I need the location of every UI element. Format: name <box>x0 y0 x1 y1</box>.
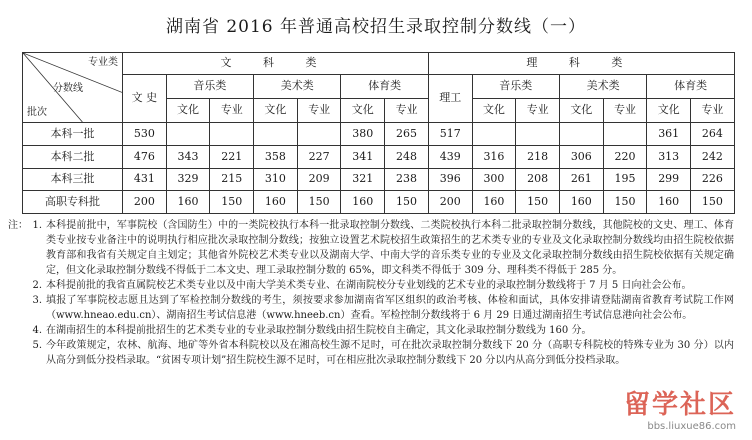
score-cell: 215 <box>210 168 254 191</box>
notes-section <box>8 218 734 368</box>
corner-header-cell <box>23 53 123 123</box>
score-cell <box>166 123 210 146</box>
score-cell: 226 <box>691 168 735 191</box>
site-watermark <box>624 384 736 432</box>
score-cell: 439 <box>428 145 472 168</box>
subgroup-art-liberal: 美术类 <box>254 75 341 99</box>
score-cell: 321 <box>341 168 385 191</box>
note-text: 在湖南招生的本科提前批招生的艺术类专业的专业录取控制分数线由招生院校自主确定，其文化录取控制分数线为 160 分。 <box>46 325 592 336</box>
score-cell <box>254 123 298 146</box>
note-item <box>8 218 734 278</box>
subgroup-pe-science: 体育类 <box>647 75 734 99</box>
score-cell: 150 <box>210 191 254 214</box>
score-cell: 476 <box>123 145 167 168</box>
notes-prefix: 注： <box>8 220 28 231</box>
table-row <box>23 145 735 168</box>
table-row <box>23 168 735 191</box>
corner-batch: 批次 <box>27 107 47 118</box>
score-cell: 238 <box>385 168 429 191</box>
score-cell: 220 <box>603 145 647 168</box>
note-number: 1. <box>32 220 42 231</box>
score-cell: 261 <box>559 168 603 191</box>
batch-name-cell: 本科一批 <box>23 123 123 146</box>
score-cell: 200 <box>123 191 167 214</box>
score-cell: 361 <box>647 123 691 146</box>
score-cell: 264 <box>691 123 735 146</box>
score-cell <box>297 123 341 146</box>
score-cell: 306 <box>559 145 603 168</box>
note-item <box>8 293 734 323</box>
score-cell: 530 <box>123 123 167 146</box>
note-item <box>8 278 734 293</box>
score-cell: 160 <box>254 191 298 214</box>
group-science: 理 科 类 <box>428 53 734 75</box>
score-cell: 160 <box>166 191 210 214</box>
subcol-wenhua: 文化 <box>559 99 603 123</box>
subgroup-music-liberal: 音乐类 <box>166 75 253 99</box>
score-cell: 221 <box>210 145 254 168</box>
score-cell: 358 <box>254 145 298 168</box>
subgroup-wenshi: 文 史 <box>123 75 167 123</box>
note-text: 今年政策规定，农林、航海、地矿等外省本科院校以及在湘高校生源不足时，可在批次录取控制分数线下 20 分（高职专科院校的特殊专业为 30 分）以内从高分到低分投档录取。“贫困专项计划”招生院校生源不足时，可在相应批次录取控制分数线下 20 分以内从高分到低分投档录取。 <box>46 340 734 366</box>
score-cell: 299 <box>647 168 691 191</box>
score-cell: 200 <box>428 191 472 214</box>
score-cell: 329 <box>166 168 210 191</box>
score-cell <box>559 123 603 146</box>
note-text: 本科提前批中，军事院校（含国防生）中的一类院校执行本科一批录取控制分数线、二类院校执行本科二批录取控制分数线，其他院校的文史、理工、体育类专业按专业备注中的说明执行相应批次录取控制分数线；按独立设置艺术院校招生政策招生的艺术类专业的专业及文化录取控制分数线均由招生院校依据教育部和我省有关规定自主划定；其他省外院校艺术类专业以及湖南大学、中南大学的音乐类专业的专业及文化录取控制分数线由招生院校依据有关规定确定，但文化录取控制分数线不得低于二本文史、理工录取控制分数的 65%，即文科类不得低于 309 分、理科类不得低于 285 分。 <box>46 220 734 276</box>
score-cell: 242 <box>691 145 735 168</box>
score-cell: 209 <box>297 168 341 191</box>
subgroup-pe-liberal: 体育类 <box>341 75 428 99</box>
note-number: 2. <box>32 280 42 291</box>
subgroup-music-science: 音乐类 <box>472 75 559 99</box>
score-cell: 208 <box>516 168 560 191</box>
subcol-zhuanye: 专业 <box>603 99 647 123</box>
table-row <box>23 191 735 214</box>
batch-name-cell: 本科三批 <box>23 168 123 191</box>
score-cell: 517 <box>428 123 472 146</box>
score-cell <box>603 123 647 146</box>
batch-name-cell: 高职专科批 <box>23 191 123 214</box>
subcol-zhuanye: 专业 <box>210 99 254 123</box>
score-cell: 150 <box>516 191 560 214</box>
subcol-zhuanye: 专业 <box>691 99 735 123</box>
subcol-wenhua: 文化 <box>166 99 210 123</box>
score-cell: 316 <box>472 145 516 168</box>
score-cell: 160 <box>472 191 516 214</box>
note-number: 3. <box>32 295 42 306</box>
subcol-wenhua: 文化 <box>647 99 691 123</box>
batch-name-cell: 本科二批 <box>23 145 123 168</box>
subcol-zhuanye: 专业 <box>297 99 341 123</box>
score-cell <box>516 123 560 146</box>
table-row <box>23 123 735 146</box>
score-cell <box>472 123 516 146</box>
subcol-zhuanye: 专业 <box>516 99 560 123</box>
score-cell: 300 <box>472 168 516 191</box>
score-cell: 150 <box>385 191 429 214</box>
score-cell: 310 <box>254 168 298 191</box>
watermark-url: bbs.liuxue86.com <box>647 421 736 432</box>
subgroup-art-science: 美术类 <box>559 75 646 99</box>
score-cell: 380 <box>341 123 385 146</box>
score-cell <box>210 123 254 146</box>
score-cell: 160 <box>341 191 385 214</box>
score-table <box>22 52 735 214</box>
score-cell: 265 <box>385 123 429 146</box>
score-cell: 150 <box>603 191 647 214</box>
score-cell: 343 <box>166 145 210 168</box>
corner-score-line: 分数线 <box>53 83 83 94</box>
subcol-wenhua: 文化 <box>254 99 298 123</box>
note-text: 本科提前批的我省直属院校艺术类专业以及中南大学美术类专业、在湖南院校分专业划线的艺术专业的录取控制分数线将于 7 月 5 日向社会公布。 <box>46 280 692 291</box>
score-cell: 160 <box>647 191 691 214</box>
subcol-zhuanye: 专业 <box>385 99 429 123</box>
note-item <box>8 323 734 338</box>
score-cell: 227 <box>297 145 341 168</box>
note-text: 填报了军事院校志愿且达到了军检控制分数线的考生，须按要求参加湖南省军区组织的政治考核、体检和面试，具体安排请登陆湖南省教育考试院工作网（www.hneao.edu.cn）、湖南招生考试信息港（www.hneeb.cn）查看。军检控制分数线将于 6 月 29 日通过湖南招生考试信息港向社会公布。 <box>46 295 734 321</box>
score-cell: 160 <box>559 191 603 214</box>
score-cell: 396 <box>428 168 472 191</box>
score-cell: 195 <box>603 168 647 191</box>
score-cell: 313 <box>647 145 691 168</box>
subcol-wenhua: 文化 <box>472 99 516 123</box>
score-cell: 431 <box>123 168 167 191</box>
score-cell: 150 <box>691 191 735 214</box>
page-title: 湖南省 2016 年普通高校招生录取控制分数线（一） <box>165 17 587 37</box>
watermark-logo: 留学社区 <box>623 390 736 420</box>
score-cell: 248 <box>385 145 429 168</box>
subcol-wenhua: 文化 <box>341 99 385 123</box>
corner-major-type: 专业类 <box>88 57 118 68</box>
score-cell: 150 <box>297 191 341 214</box>
score-cell: 341 <box>341 145 385 168</box>
score-cell: 218 <box>516 145 560 168</box>
subgroup-ligong: 理工 <box>428 75 472 123</box>
note-item <box>8 338 734 368</box>
note-number: 4. <box>32 325 42 336</box>
note-number: 5. <box>32 340 42 351</box>
group-liberal: 文 科 类 <box>123 53 429 75</box>
